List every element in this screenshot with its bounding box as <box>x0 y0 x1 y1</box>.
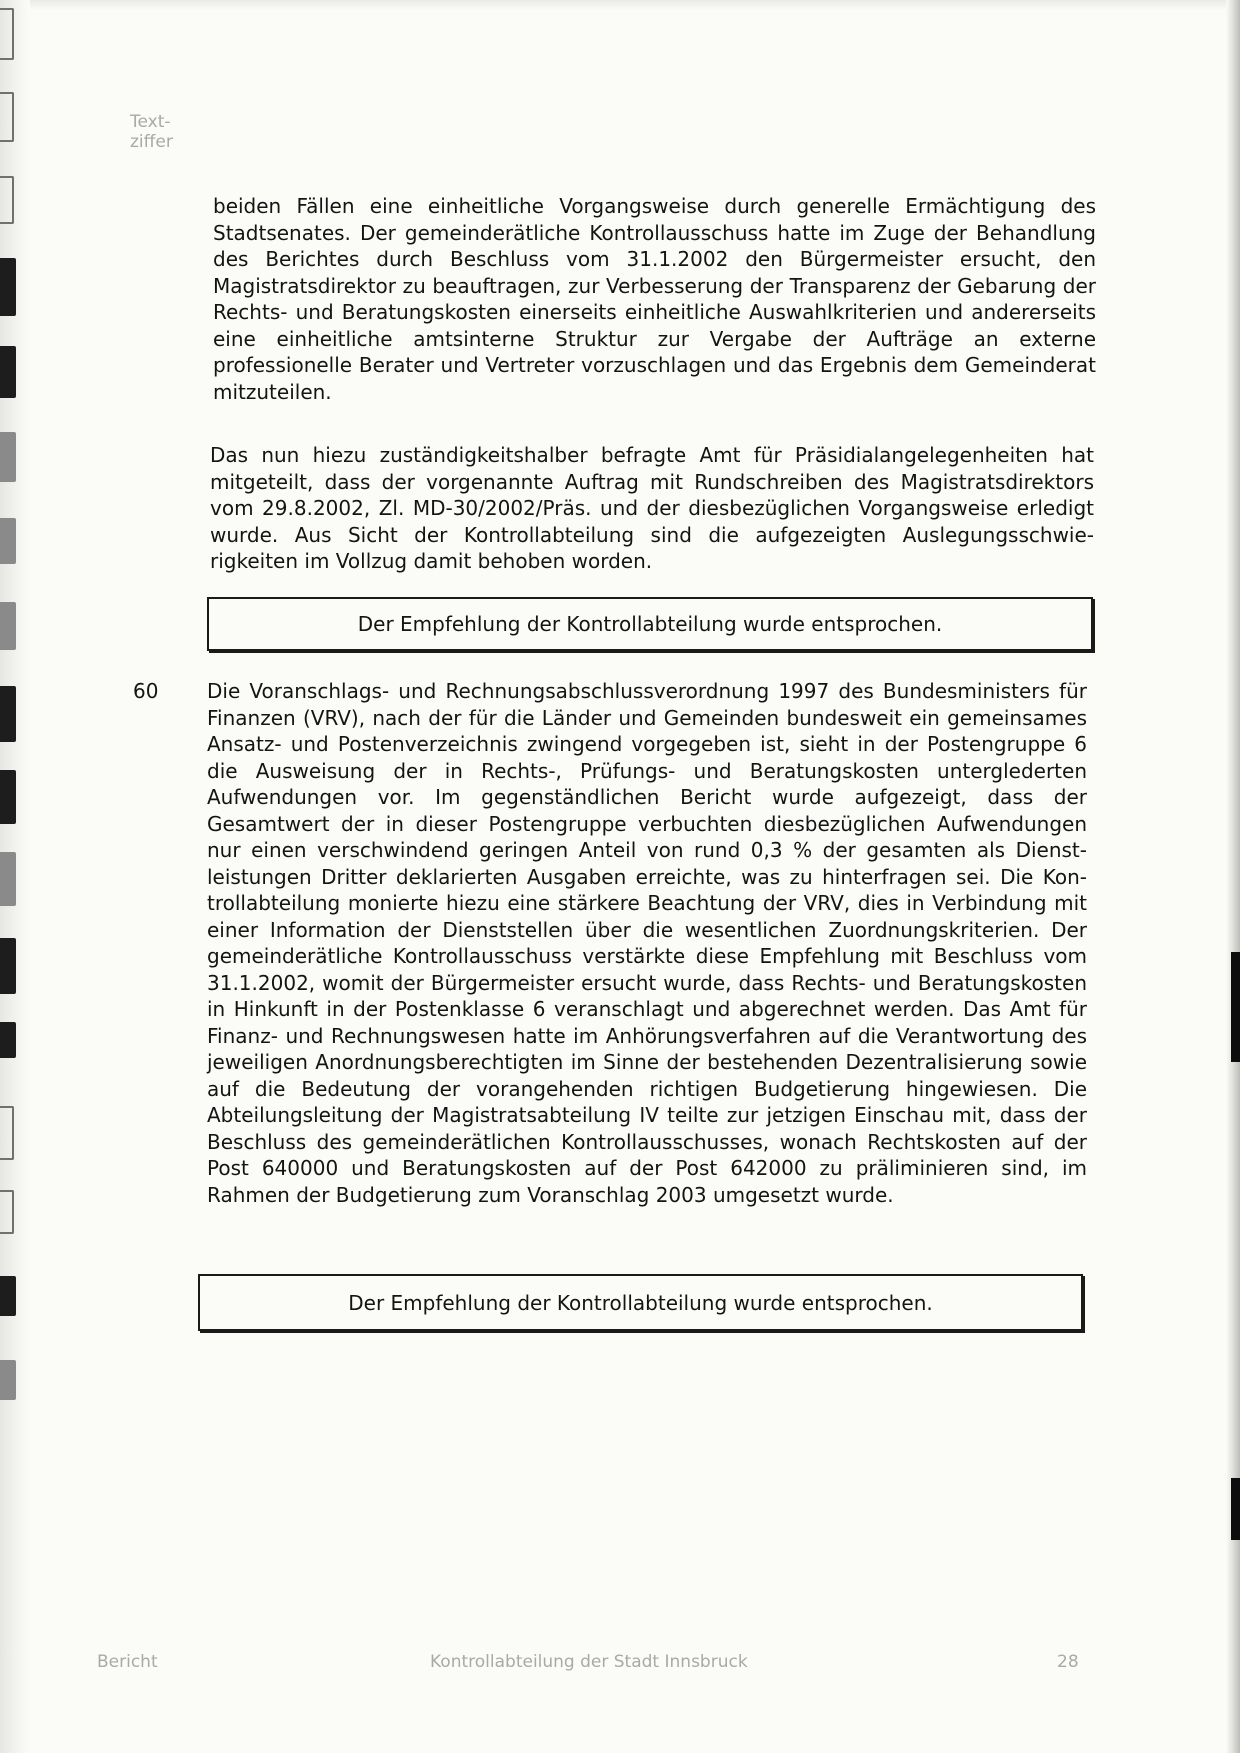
register-tab-mark <box>0 258 16 316</box>
recommendation-notice-text: Der Empfehlung der Kontrollabteilung wurde entsprochen. <box>348 1290 933 1315</box>
register-tab-mark <box>0 432 16 482</box>
scan-edge-mark <box>1231 952 1240 1062</box>
recommendation-notice-box <box>198 1274 1083 1331</box>
text-number-60: 60 <box>133 679 159 703</box>
page-number: 28 <box>1057 1652 1079 1672</box>
register-tab-mark <box>0 92 14 142</box>
register-tab-mark <box>0 1360 16 1400</box>
paragraph-vrv-postengruppe: Die Voranschlags- und Rechnungsabschlussverordnung 1997 des Bundesministers für Finanzen (VRV), nach der für die Länder und Gemeinden bundesweit ein gemeinsames Ansatz- und Postenverzeichnis zwingend vorgegeben ist, sieht in der Postengruppe 6 die Ausweisung der in Rechts-, Prüfungs- und Beratungskosten unterglederten Aufwendungen vor. Im gegenständlichen Bericht wurde aufgezeigt, dass der Gesamtwert der in dieser Postengruppe verbuchten diesbezüglichen Aufwendungen nur einen verschwindend geringen Anteil von rund 0,3 % der gesamten als Dienstleistungen Dritter deklarierten Ausgaben erreichte, was zu hinterfragen sei. Die Kontrollabteilung monierte hiezu eine stärkere Beachtung der VRV, dies in Verbindung mit einer Information der Dienststellen über die wesentlichen Zuordnungskriterien. Der gemeinderätliche Kontrollausschuss verstärkte diese Empfehlung mit Beschluss vom 31.1.2002, womit der Bürgermeister ersucht wurde, dass Rechts- und Beratungskosten in Hinkunft in der Postenklasse 6 veranschlagt und abgerechnet werden. Das Amt für Finanz- und Rechnungswesen hatte im Anhörungsverfahren auf die Verantwortung des jeweiligen Anordnungsberechtigten im Sinne der bestehenden Dezentralisierung sowie auf die Bedeutung der vorangehenden richtigen Budgetierung hingewiesen. Die Abteilungsleitung der Magistratsabteilung IV teilte zur jetzigen Einschau mit, dass der Beschluss des gemeinderätlichen Kontrollausschusses, wonach Rechtskosten auf der Post 640000 und Beratungskosten auf der Post 642000 zu präliminieren sind, im Rahmen der Budgetierung zum Voranschlag 2003 umgesetzt wurde. <box>207 679 1087 1207</box>
footer-report-label: Bericht <box>97 1652 158 1672</box>
scan-edge-mark <box>1231 1478 1240 1540</box>
register-tab-mark <box>0 176 14 224</box>
recommendation-notice-box <box>207 597 1093 651</box>
scan-edge-top <box>0 0 1240 10</box>
register-tab-mark <box>0 1190 14 1234</box>
register-tab-mark <box>0 346 16 398</box>
register-tab-mark <box>0 602 16 650</box>
footer-organisation: Kontrollabteilung der Stadt Innsbruck <box>430 1652 748 1672</box>
register-tab-mark <box>0 686 16 742</box>
recommendation-notice-text: Der Empfehlung der Kontrollabteilung wurde entsprochen. <box>357 612 943 636</box>
register-tab-mark <box>0 1276 16 1316</box>
register-tab-mark <box>0 938 16 994</box>
paragraph-continuation: beiden Fällen eine einheitliche Vorgangsweise durch generelle Ermächtigung des Stadtsenates. Der gemeinderätliche Kontrollausschuss hatte im Zuge der Behandlung des Berichtes durch Beschluss vom 31.1.2002 den Bürgermeister ersucht, den Magistratsdirektor zu beauftragen, zur Verbesserung der Transparenz der Gebarung der Rechts- und Beratungskosten einerseits einheitliche Auswahlkriterien und andererseits eine einheitliche amtsinterne Struktur zur Vergabe der Aufträge an externe professionelle Berater und Vertreter vorzuschlagen und das Ergebnis dem Gemeinderat mitzuteilen. <box>213 194 1096 404</box>
register-tab-mark <box>0 1106 14 1160</box>
margin-label-line1: Text- <box>130 112 171 132</box>
paragraph-praesidial-response: Das nun hiezu zuständigkeitshalber befragte Amt für Präsidialangelegenheiten hat mitgeteilt, dass der vorgenannte Auftrag mit Rundschreiben des Magistratsdirektors vom 29.8.2002, Zl. MD-30/2002/Präs. und der diesbezüglichen Vorgangsweise erledigt wurde. Aus Sicht der Kontrollabteilung sind die aufgezeigten Auslegungsschwierigkeiten im Vollzug damit behoben worden. <box>210 443 1094 573</box>
register-tab-mark <box>0 8 14 60</box>
register-tab-mark <box>0 1022 16 1058</box>
margin-label-textziffer <box>130 112 190 152</box>
register-tab-mark <box>0 852 16 906</box>
register-tab-mark <box>0 518 16 564</box>
register-tab-mark <box>0 770 16 824</box>
margin-label-line2: ziffer <box>130 132 173 152</box>
